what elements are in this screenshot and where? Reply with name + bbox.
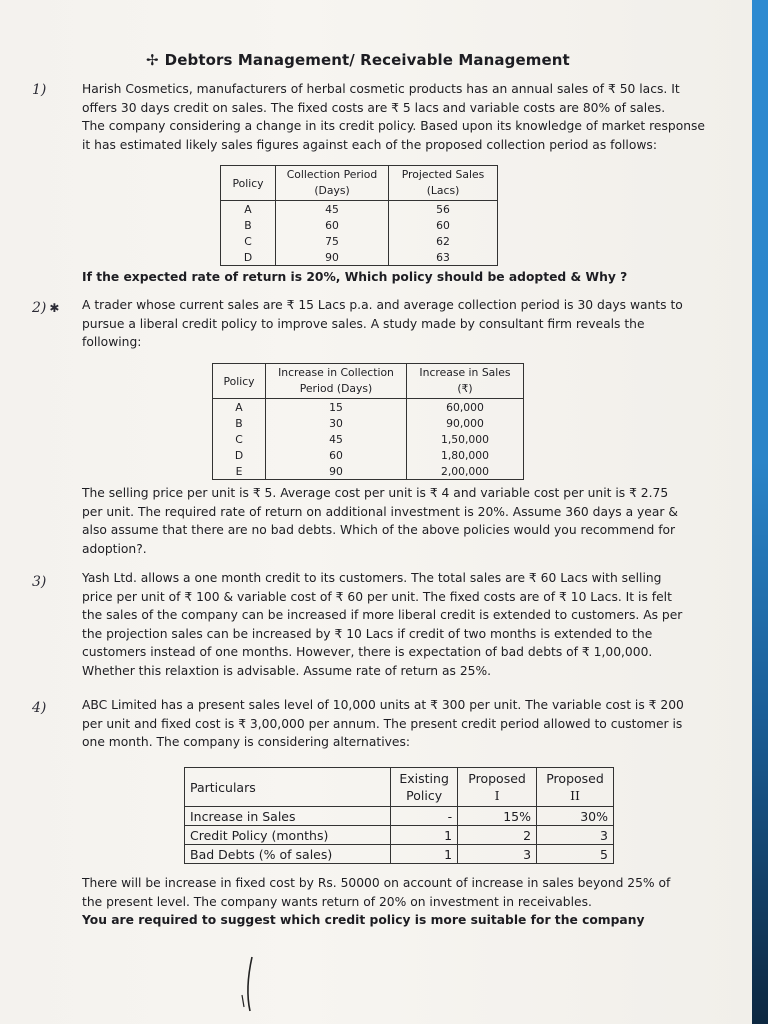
alternatives-table: [184, 767, 614, 864]
text-line: There will be increase in fixed cost by Rs. 50000 on account of increase in sales beyond 25% of: [82, 876, 671, 890]
table-cell: 3: [458, 845, 537, 864]
table-cell: 56: [389, 201, 498, 218]
table-cell: 2,00,000: [407, 463, 524, 480]
table-row: [185, 845, 614, 864]
table-cell: 60,000: [407, 399, 524, 416]
table-cell: 1: [391, 826, 458, 845]
table-row: [221, 233, 498, 249]
table-cell: 90,000: [407, 415, 524, 431]
table-cell: C: [213, 431, 266, 447]
text-line: You are required to suggest which credit policy is more suitable for the company: [82, 913, 645, 927]
page-title: ✢ Debtors Management/ Receivable Management: [146, 51, 570, 69]
table-header: Projected Sales (Lacs): [389, 166, 498, 201]
text-line: also assume that there are no bad debts. Which of the above policies would you recommend for: [82, 523, 676, 537]
table-row: [213, 431, 524, 447]
text-line: price per unit of ₹ 100 & variable cost of ₹ 60 per unit. The fixed costs are of ₹ 10 Lacs. It is felt: [82, 589, 672, 604]
question-2-details: [82, 484, 678, 558]
table-cell: 2: [458, 826, 537, 845]
credit-policy-table: [212, 363, 524, 480]
table-cell: -: [391, 807, 458, 826]
table-cell: 3: [537, 826, 614, 845]
table-cell: A: [221, 201, 276, 218]
table-cell: 75: [276, 233, 389, 249]
text-line: per unit. The required rate of return on additional investment is 20%. Assume 360 days a year &: [82, 504, 678, 519]
table-cell: 62: [389, 233, 498, 249]
table-cell: A: [213, 399, 266, 416]
table-row: [185, 807, 614, 826]
table-row: [213, 447, 524, 463]
policy-sales-table: [220, 165, 498, 266]
question-3-text: [82, 569, 682, 680]
text-line: The company considering a change in its credit policy. Based upon its knowledge of market response: [82, 119, 705, 133]
table-cell: 60: [276, 217, 389, 233]
star-icon: ✱: [49, 301, 60, 315]
table-cell: 63: [389, 249, 498, 266]
table-row: [213, 415, 524, 431]
table-cell: 45: [276, 201, 389, 218]
text-line: Yash Ltd. allows a one month credit to its customers. The total sales are ₹ 60 Lacs with selling: [82, 571, 662, 585]
table-cell: 90: [276, 249, 389, 266]
table-cell: Bad Debts (% of sales): [185, 845, 391, 864]
table-cell: 1: [391, 845, 458, 864]
text-line: offers 30 days credit on sales. The fixed costs are ₹ 5 lacs and variable costs are 80% of sales.: [82, 100, 666, 115]
table-header: Collection Period (Days): [276, 166, 389, 201]
table-row: [213, 399, 524, 416]
question-1-marker: 1): [32, 82, 47, 98]
table-cell: B: [213, 415, 266, 431]
star-icon: ✢: [146, 51, 159, 69]
pen-mark: [238, 955, 268, 1015]
table-cell: 45: [266, 431, 407, 447]
table-header: Existing Policy: [391, 768, 458, 807]
question-4-text: [82, 696, 684, 752]
table-cell: B: [221, 217, 276, 233]
table-header: Proposed I: [458, 768, 537, 807]
table-cell: 90: [266, 463, 407, 480]
text-line: the present level. The company wants return of 20% on investment in receivables.: [82, 894, 592, 909]
table-cell: Credit Policy (months): [185, 826, 391, 845]
table-row: [213, 463, 524, 480]
table-cell: Increase in Sales: [185, 807, 391, 826]
question-1-text: [82, 80, 705, 154]
table-header: Proposed II: [537, 768, 614, 807]
text-line: Whether this relaxtion is advisable. Assume rate of return as 25%.: [82, 663, 492, 678]
question-2-text: [82, 296, 683, 352]
text-line: Harish Cosmetics, manufacturers of herbal cosmetic products has an annual sales of ₹ 50 lacs. It: [82, 82, 680, 96]
text-line: it has estimated likely sales figures against each of the proposed collection period as follows:: [82, 137, 657, 152]
table-row: [221, 249, 498, 266]
question-2-marker: 2) ✱: [32, 300, 60, 316]
table-header: Policy: [213, 364, 266, 399]
table-cell: 15: [266, 399, 407, 416]
question-1-prompt: If the expected rate of return is 20%, Which policy should be adopted & Why ?: [82, 270, 628, 284]
text-line: adoption?.: [82, 541, 147, 556]
text-line: ABC Limited has a present sales level of 10,000 units at ₹ 300 per unit. The variable cost is ₹ 200: [82, 698, 684, 712]
table-cell: 1,50,000: [407, 431, 524, 447]
table-cell: 30: [266, 415, 407, 431]
table-row: [185, 826, 614, 845]
text-line: pursue a liberal credit policy to improve sales. A study made by consultant firm reveals the: [82, 316, 645, 331]
table-cell: 1,80,000: [407, 447, 524, 463]
text-line: customers instead of one months. However, there is expectation of bad debts of ₹ 1,00,000.: [82, 645, 653, 659]
text-line: the sales of the company can be increased if more liberal credit is extended to customers. As per: [82, 608, 683, 622]
question-4-marker: 4): [32, 700, 47, 716]
table-header: Increase in Collection Period (Days): [266, 364, 407, 399]
background-edge: [752, 0, 768, 1024]
table-row: [221, 201, 498, 218]
text-line: following:: [82, 335, 142, 349]
table-header: Particulars: [185, 768, 391, 807]
table-cell: 60: [266, 447, 407, 463]
table-cell: D: [213, 447, 266, 463]
table-cell: E: [213, 463, 266, 480]
text-line: A trader whose current sales are ₹ 15 Lacs p.a. and average collection period is 30 days wants to: [82, 298, 683, 312]
text-line: per unit and fixed cost is ₹ 3,00,000 per annum. The present credit period allowed to customer is: [82, 716, 683, 731]
table-cell: 15%: [458, 807, 537, 826]
text-line: one month. The company is considering alternatives:: [82, 735, 411, 749]
table-row: [221, 217, 498, 233]
table-cell: 60: [389, 217, 498, 233]
table-cell: 30%: [537, 807, 614, 826]
question-4-details: [82, 874, 670, 930]
table-header: Policy: [221, 166, 276, 201]
table-cell: D: [221, 249, 276, 266]
table-cell: C: [221, 233, 276, 249]
question-3-marker: 3): [32, 574, 47, 590]
text-line: The selling price per unit is ₹ 5. Average cost per unit is ₹ 4 and variable cost per unit is ₹ 2.75: [82, 486, 669, 500]
table-cell: 5: [537, 845, 614, 864]
text-line: the projection sales can be increased by ₹ 10 Lacs if credit of two months is extended to the: [82, 626, 653, 641]
table-header: Increase in Sales (₹): [407, 364, 524, 399]
